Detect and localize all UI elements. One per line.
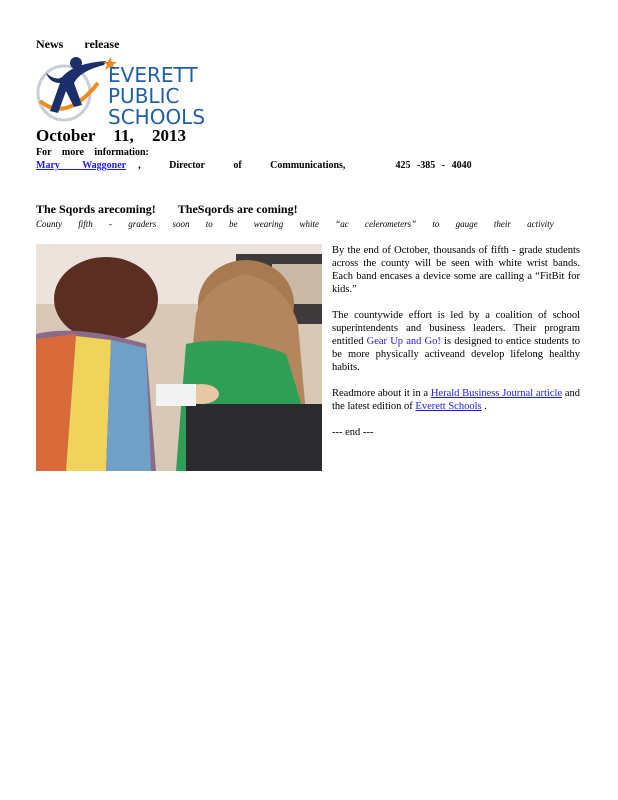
- news-release-label: News release: [36, 37, 120, 51]
- logo-line-1: EVERETT: [108, 63, 198, 87]
- herald-business-journal-link[interactable]: Herald Business Journal article: [430, 388, 563, 399]
- contact-line: [36, 160, 472, 171]
- subheadline: County fifth - graders soon to be wearing white “ac celerometers” to gauge their activity: [36, 219, 554, 229]
- headline-part-2: TheSqords are coming!: [177, 202, 298, 216]
- more-info-label: For more information:: [36, 147, 149, 158]
- logo-emblem-icon: [38, 57, 117, 120]
- contact-name-link[interactable]: Mary Waggoner: [36, 160, 127, 171]
- headline-part-1: The Sqords arecoming!: [36, 202, 156, 216]
- paragraph-3: Readmore about it in a Herald Business Journal article and the latest edition of Everett Schools .: [332, 388, 580, 412]
- everett-schools-link[interactable]: Everett Schools: [415, 401, 482, 412]
- contact-role: , Director of Communications,: [138, 160, 346, 171]
- students-photo: [36, 244, 322, 471]
- paragraph-2: The countywide effort is led by a coalition of school superintendents and business leaders. Their program entitled Gear Up and Go! is designed to entice students to be more physically activeand develop lifelong healthy habits.: [332, 310, 580, 373]
- headline: [36, 202, 320, 217]
- gear-up-and-go-link[interactable]: Gear Up and Go!: [366, 336, 441, 347]
- contact-phone: 425 -385 - 4040: [395, 160, 472, 171]
- end-mark: --- end ---: [332, 427, 374, 438]
- logo-line-3: SCHOOLS: [108, 105, 206, 125]
- story-body: [332, 244, 580, 452]
- paragraph-1: By the end of October, thousands of fifth - grade students across the county will be seen with white wrist bands. Each band encases a device some are calling a “FitBit for kids.”: [332, 245, 580, 295]
- logo-line-2: PUBLIC: [108, 84, 180, 108]
- district-logo: [36, 53, 218, 125]
- release-date: October 11, 2013: [36, 126, 186, 145]
